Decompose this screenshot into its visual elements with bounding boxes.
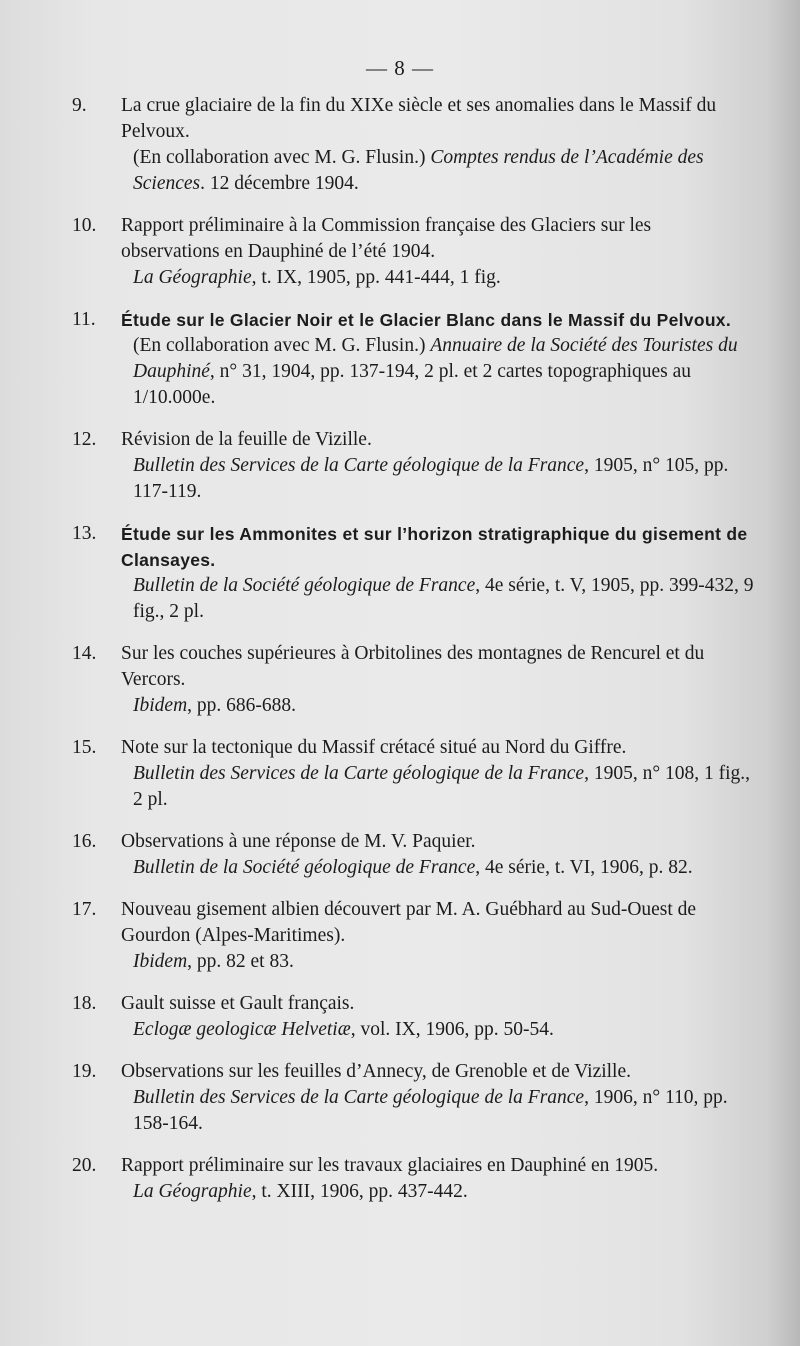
entry-reference (121, 453, 754, 505)
reference-publication: Bulletin des Services de la Carte géologique de la France (133, 763, 585, 784)
entry-title: La crue glaciaire de la fin du XIXe siècle et ses anomalies dans le Massif du Pelvoux. (121, 95, 717, 142)
entry-title: Note sur la tectonique du Massif crétacé situé au Nord du Giffre. (121, 737, 627, 758)
reference-details: , pp. 686-688. (187, 695, 297, 716)
entry-title: Nouveau gisement albien découvert par M. A. Guébhard au Sud-Ouest de Gourdon (Alpes-Maritimes). (121, 899, 697, 946)
entry-reference (121, 333, 754, 411)
page-number: — 8 — (366, 56, 434, 80)
entry-title: Observations à une réponse de M. V. Paquier. (121, 831, 476, 852)
reference-publication: Comptes rendus de l’Académie des Sciences (133, 147, 704, 194)
entry-number: 13. (72, 523, 97, 544)
bibliography-entry (0, 641, 800, 719)
bibliography-entry (0, 307, 800, 411)
bibliography-entry (0, 829, 800, 881)
reference-details: , n° 31, 1904, pp. 137-194, 2 pl. et 2 cartes topographiques au 1/10.000e. (133, 361, 692, 408)
reference-publication: Bulletin de la Société géologique de France (133, 575, 476, 596)
bibliography-entry (0, 521, 800, 625)
reference-details: , 1906, n° 110, pp. 158-164. (133, 1087, 728, 1134)
entry-number: 18. (72, 993, 97, 1014)
reference-details: , t. IX, 1905, pp. 441-444, 1 fig. (251, 267, 501, 288)
entry-number: 15. (72, 737, 97, 758)
reference-note: (En collaboration avec M. G. Flusin.) (133, 147, 431, 168)
entry-number: 16. (72, 831, 97, 852)
reference-publication: Bulletin des Services de la Carte géologique de la France (133, 1087, 585, 1108)
bibliography-entry (0, 1153, 800, 1205)
reference-details: , t. XIII, 1906, pp. 437-442. (251, 1181, 468, 1202)
reference-details: , vol. IX, 1906, pp. 50-54. (350, 1019, 554, 1040)
reference-publication: Bulletin des Services de la Carte géologique de la France (133, 455, 585, 476)
entry-reference (121, 145, 754, 197)
entry-title: Sur les couches supérieures à Orbitolines des montagnes de Rencurel et du Vercors. (121, 643, 705, 690)
entry-number: 12. (72, 429, 97, 450)
entry-reference (121, 693, 754, 719)
entry-title: Révision de la feuille de Vizille. (121, 429, 372, 450)
entry-title: Rapport préliminaire sur les travaux glaciaires en Dauphiné en 1905. (121, 1155, 659, 1176)
entry-number: 14. (72, 643, 97, 664)
reference-details: . 12 décembre 1904. (200, 173, 359, 194)
entry-reference (121, 573, 754, 625)
reference-publication: Annuaire de la Société des Touristes du Dauphiné (133, 335, 738, 382)
entry-reference (121, 1179, 754, 1205)
entry-reference (121, 265, 754, 291)
reference-details: , 1905, n° 108, 1 fig., 2 pl. (133, 763, 751, 810)
reference-publication: Eclogæ geologicæ Helvetiæ (133, 1019, 351, 1040)
entry-title: Observations sur les feuilles d’Annecy, de Grenoble et de Vizille. (121, 1061, 632, 1082)
entry-number: 9. (72, 95, 87, 116)
reference-publication: La Géographie (133, 267, 252, 288)
entry-number: 10. (72, 215, 97, 236)
bibliography-entry (0, 427, 800, 505)
entry-title: Étude sur les Ammonites et sur l’horizon stratigraphique du gisement de Clansayes. (121, 524, 748, 570)
entry-reference (121, 1017, 754, 1043)
bibliography-entry (0, 991, 800, 1043)
reference-details: , 4e série, t. VI, 1906, p. 82. (475, 857, 693, 878)
entry-number: 20. (72, 1155, 97, 1176)
entry-reference (121, 1085, 754, 1137)
entry-title: Rapport préliminaire à la Commission française des Glaciers sur les observations en Dauphiné de l’été 1904. (121, 215, 652, 262)
bibliography-entry (0, 897, 800, 975)
reference-details: , 1905, n° 105, pp. 117-119. (133, 455, 729, 502)
reference-details: , 4e série, t. V, 1905, pp. 399-432, 9 fig., 2 pl. (133, 575, 754, 622)
entry-number: 11. (72, 309, 96, 330)
entry-title: Étude sur le Glacier Noir et le Glacier Blanc dans le Massif du Pelvoux. (121, 310, 732, 330)
bibliography-list (0, 93, 800, 1221)
entry-reference (121, 761, 754, 813)
bibliography-entry (0, 93, 800, 197)
entry-number: 17. (72, 899, 97, 920)
bibliography-entry (0, 735, 800, 813)
entry-reference (121, 949, 754, 975)
reference-publication: La Géographie (133, 1181, 252, 1202)
entry-reference (121, 855, 754, 881)
reference-publication: Ibidem (133, 951, 188, 972)
bibliography-entry (0, 213, 800, 291)
entry-number: 19. (72, 1061, 97, 1082)
entry-title: Gault suisse et Gault français. (121, 993, 355, 1014)
reference-details: , pp. 82 et 83. (187, 951, 294, 972)
reference-publication: Bulletin de la Société géologique de France (133, 857, 476, 878)
reference-note: (En collaboration avec M. G. Flusin.) (133, 335, 431, 356)
bibliography-entry (0, 1059, 800, 1137)
reference-publication: Ibidem (133, 695, 188, 716)
